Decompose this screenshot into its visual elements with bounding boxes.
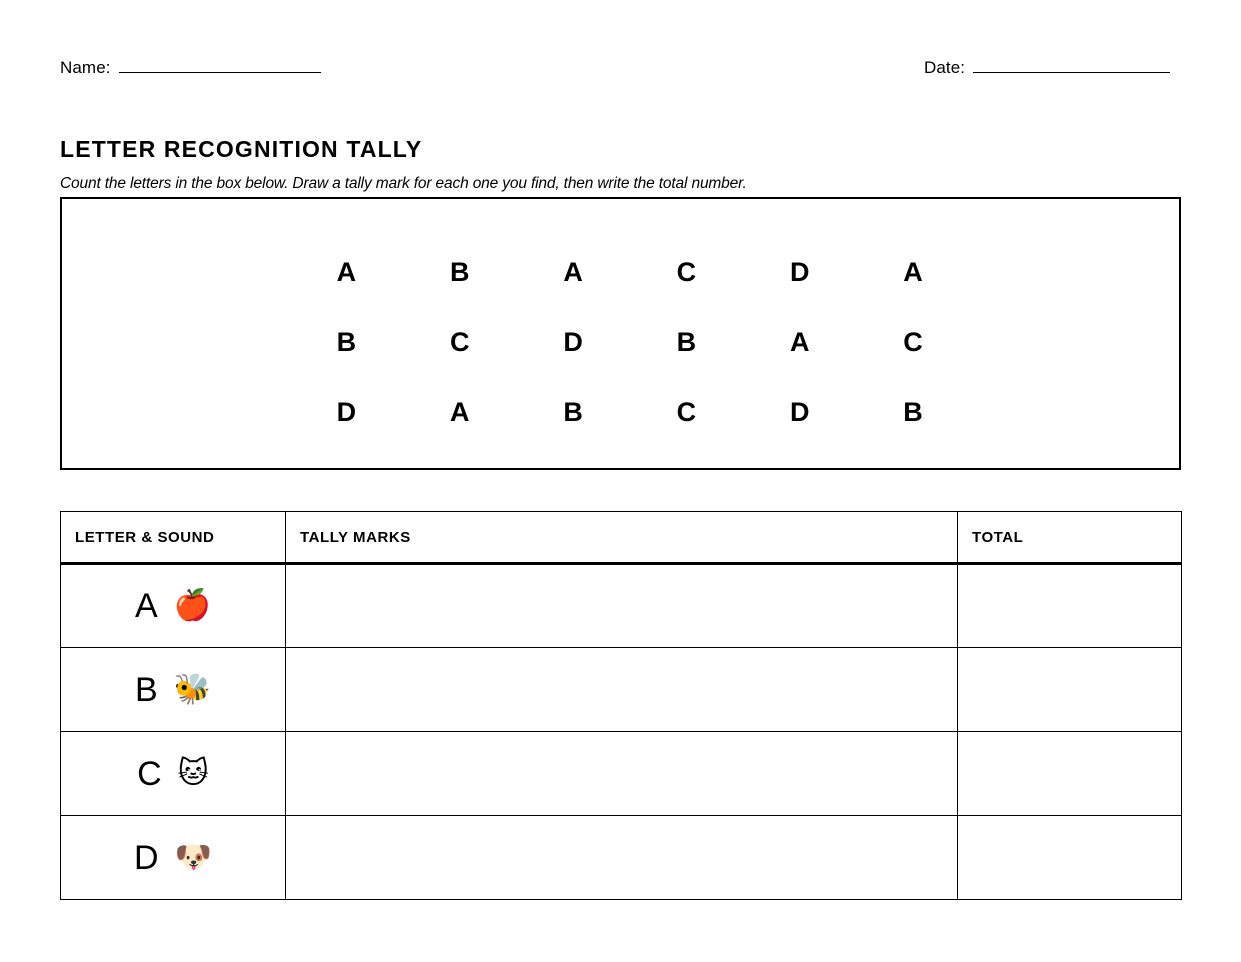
letter-grid-row: [290, 237, 970, 307]
letter-cell: D: [789, 396, 810, 427]
letter-grid: [290, 237, 970, 447]
table-header-row: [61, 512, 1182, 564]
letter-cell: D: [789, 256, 810, 287]
letter-cell: B: [903, 396, 924, 427]
total-answer-cell[interactable]: [958, 816, 1182, 900]
letter-cell: C: [903, 326, 924, 357]
letter-cell: C: [449, 326, 470, 357]
total-answer-cell[interactable]: [958, 564, 1182, 648]
letter-cell: C: [676, 396, 697, 427]
letter-sound-cell: [61, 564, 286, 648]
letter-cell: C: [676, 256, 697, 287]
date-field: [924, 58, 1170, 84]
table-header: [61, 512, 1182, 564]
cat-face-icon: 🐱: [177, 755, 209, 791]
row-letter: A: [134, 587, 158, 625]
row-letter: B: [134, 670, 158, 709]
letter-cell: B: [563, 396, 584, 427]
table-row: [61, 732, 1182, 816]
student-meta-row: [60, 58, 1181, 84]
column-header-total: TOTAL: [958, 512, 1182, 564]
letter-sound-cell: [61, 732, 286, 816]
letter-cell: A: [903, 256, 924, 287]
tally-table: [60, 511, 1182, 900]
letter-cell: B: [336, 326, 357, 357]
letter-grid-row: [290, 307, 970, 377]
name-field: [60, 58, 321, 84]
page-title: LETTER RECOGNITION TALLY: [60, 136, 423, 163]
name-write-line[interactable]: [119, 59, 321, 73]
honeybee-icon: 🐝: [173, 671, 212, 707]
letter-grid-box: [60, 197, 1181, 470]
letter-grid-row: [290, 377, 970, 447]
table-row: [61, 816, 1182, 900]
row-letter: C: [137, 754, 162, 793]
name-label: Name:: [60, 58, 111, 77]
dog-face-icon: 🐶: [174, 839, 212, 875]
table-row: [61, 648, 1182, 732]
column-header-tally-marks: TALLY MARKS: [286, 512, 958, 564]
letter-cell: D: [336, 396, 357, 427]
letter-cell: D: [563, 326, 584, 357]
date-label: Date:: [924, 58, 966, 77]
letter-cell: A: [336, 256, 357, 287]
letter-cell: B: [676, 326, 697, 357]
tally-marks-answer-cell[interactable]: [286, 816, 958, 900]
letter-cell: A: [563, 256, 584, 287]
tally-marks-answer-cell[interactable]: [286, 732, 958, 816]
total-answer-cell[interactable]: [958, 732, 1182, 816]
total-answer-cell[interactable]: [958, 648, 1182, 732]
table-row: [61, 564, 1182, 648]
letter-cell: A: [449, 396, 470, 427]
table-body: [61, 564, 1182, 900]
letter-cell: A: [789, 326, 810, 357]
letter-sound-cell: [61, 816, 286, 900]
column-header-letter-sound: LETTER & SOUND: [61, 512, 286, 564]
row-letter: D: [134, 838, 159, 877]
letter-cell: B: [449, 256, 470, 287]
apple-icon: 🍎: [173, 588, 212, 623]
date-write-line[interactable]: [973, 59, 1170, 73]
letter-sound-cell: [61, 648, 286, 732]
tally-marks-answer-cell[interactable]: [286, 564, 958, 648]
instructions-text: Count the letters in the box below. Draw a tally mark for each one you find, then write the total number.: [60, 174, 747, 192]
tally-marks-answer-cell[interactable]: [286, 648, 958, 732]
